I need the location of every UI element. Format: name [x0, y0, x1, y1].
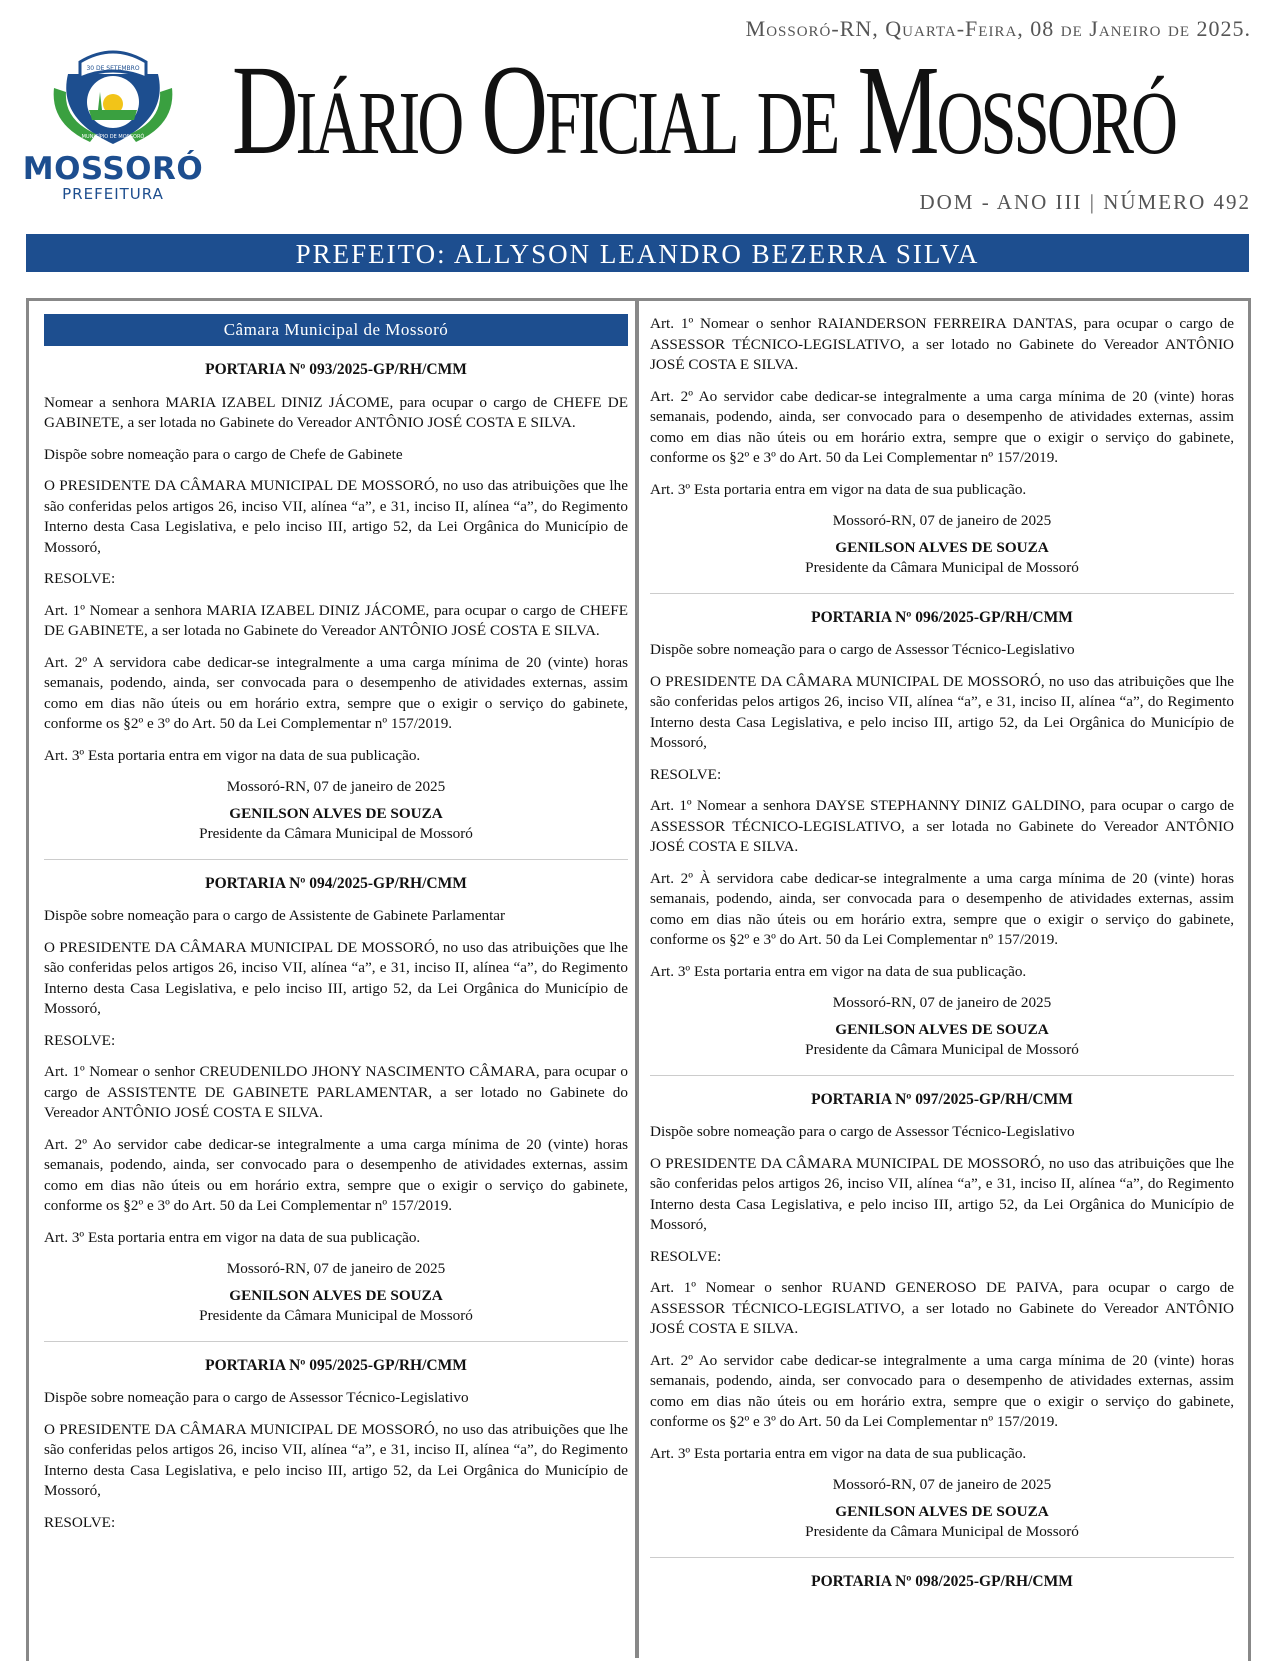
- portaria-preamble: O PRESIDENTE DA CÂMARA MUNICIPAL DE MOSSORÓ, no uso das atribuições que lhe são conferidas pelos artigos 26, inciso VII, alínea “a”, e 31, inciso II, alínea “a”, do Regimento Interno desta Casa Legislativa, e pelo inciso III, artigo 52, da Lei Orgânica do Município de Mossoró,: [650, 1154, 1234, 1233]
- column-divider: [635, 298, 639, 1658]
- signer-name: GENILSON ALVES DE SOUZA: [229, 1286, 443, 1304]
- signer-name: GENILSON ALVES DE SOUZA: [835, 538, 1049, 556]
- portaria-title: PORTARIA Nº 098/2025-GP/RH/CMM: [811, 1572, 1073, 1590]
- portaria-art1: Art. 1º Nomear a senhora DAYSE STEPHANNY DINIZ GALDINO, para ocupar o cargo de ASSESSOR TÉCNICO-LEGISLATIVO, a ser lotada no Gabinete do Vereador ANTÔNIO JOSÉ COSTA E SILVA.: [650, 797, 1234, 855]
- issue-date: Mossoró-RN, Quarta-Feira, 08 de Janeiro de 2025.: [745, 16, 1251, 41]
- signer-name: GENILSON ALVES DE SOUZA: [835, 1020, 1049, 1038]
- portaria-096: [650, 608, 1234, 1061]
- separator: [650, 593, 1234, 594]
- portaria-art2: Art. 2º Ao servidor cabe dedicar-se integralmente a uma carga mínima de 20 (vinte) horas semanais, podendo, ainda, ser convocado para o desempenho de atividades externas, assim como em dias não úteis ou em horário extra, sempre que o exigir o serviço do gabinete, conforme os §2º e 3º do Art. 50 da Lei Complementar nº 157/2019.: [650, 387, 1234, 466]
- portaria-art3: Art. 3º Esta portaria entra em vigor na data de sua publicação.: [650, 962, 1027, 980]
- place-date: Mossoró-RN, 07 de janeiro de 2025: [832, 994, 1052, 1011]
- portaria-resolve: RESOLVE:: [44, 570, 116, 587]
- logo-subtitle: PREFEITURA: [62, 185, 164, 203]
- portaria-art1: Art. 1º Nomear o senhor RAIANDERSON FERREIRA DANTAS, para ocupar o cargo de ASSESSOR TÉCNICO-LEGISLATIVO, a ser lotado no Gabinete do Vereador ANTÔNIO JOSÉ COSTA E SILVA.: [650, 315, 1234, 373]
- portaria-art3: Art. 3º Esta portaria entra em vigor na data de sua publicação.: [44, 1228, 421, 1246]
- separator: [44, 1341, 628, 1342]
- portaria-art1: Art. 1º Nomear o senhor RUAND GENEROSO DE PAIVA, para ocupar o cargo de ASSESSOR TÉCNICO-LEGISLATIVO, a ser lotado no Gabinete do Vereador ANTÔNIO JOSÉ COSTA E SILVA.: [650, 1279, 1234, 1337]
- portaria-resolve: RESOLVE:: [650, 1247, 722, 1265]
- logo-city-name: MOSSORÓ: [22, 151, 204, 187]
- portaria-art2: Art. 2º Ao servidor cabe dedicar-se integralmente a uma carga mínima de 20 (vinte) horas semanais, podendo, ainda, ser convocado para o desempenho de atividades externas, assim como em dias não úteis ou em horário extra, sempre que o exigir o serviço do gabinete, conforme os §2º e 3º do Art. 50 da Lei Complementar nº 157/2019.: [44, 1135, 628, 1214]
- portaria-art1: Art. 1º Nomear a senhora MARIA IZABEL DINIZ JÁCOME, para ocupar o cargo de CHEFE DE GABINETE, a ser lotada no Gabinete do Vereador ANTÔNIO JOSÉ COSTA E SILVA.: [44, 601, 628, 639]
- city-coat-of-arms-icon: [50, 44, 176, 150]
- portaria-subject: Dispõe sobre nomeação para o cargo de Assessor Técnico-Legislativo: [650, 641, 1075, 658]
- portaria-preamble: O PRESIDENTE DA CÂMARA MUNICIPAL DE MOSSORÓ, no uso das atribuições que lhe são conferidas pelos artigos 26, inciso VII, alínea “a”, e 31, inciso II, alínea “a”, do Regimento Interno desta Casa Legislativa, e pelo inciso III, artigo 52, da Lei Orgânica do Município de Mossoró,: [44, 477, 628, 556]
- signer-role: Presidente da Câmara Municipal de Mossoró: [805, 1041, 1079, 1058]
- portaria-art1: Art. 1º Nomear o senhor CREUDENILDO JHONY NASCIMENTO CÂMARA, para ocupar o cargo de ASSISTENTE DE GABINETE PARLAMENTAR, a ser lotado no Gabinete do Vereador ANTÔNIO JOSÉ COSTA E SILVA.: [44, 1063, 628, 1121]
- portaria-094: [44, 874, 628, 1327]
- signer-role: Presidente da Câmara Municipal de Mossoró: [199, 825, 473, 842]
- portaria-art2: Art. 2º A servidora cabe dedicar-se integralmente a uma carga mínima de 20 (vinte) horas semanais, podendo, ainda, ser convocada para o desempenho de atividades externas, assim como em dias não úteis ou em horário extra, sempre que o exigir o serviço do gabinete, conforme os §2º e 3º do Art. 50 da Lei Complementar nº 157/2019.: [44, 653, 628, 732]
- portaria-097: [650, 1090, 1234, 1543]
- place-date: Mossoró-RN, 07 de janeiro de 2025: [226, 1260, 446, 1277]
- portaria-title: PORTARIA Nº 097/2025-GP/RH/CMM: [811, 1090, 1073, 1108]
- portaria-preamble: O PRESIDENTE DA CÂMARA MUNICIPAL DE MOSSORÓ, no uso das atribuições que lhe são conferidas pelos artigos 26, inciso VII, alínea “a”, e 31, inciso II, alínea “a”, do Regimento Interno desta Casa Legislativa, e pelo inciso III, artigo 52, da Lei Orgânica do Município de Mossoró,: [650, 672, 1234, 751]
- signer-name: GENILSON ALVES DE SOUZA: [229, 804, 443, 822]
- signer-role: Presidente da Câmara Municipal de Mossoró: [199, 1307, 473, 1324]
- portaria-subject: Dispõe sobre nomeação para o cargo de Assessor Técnico-Legislativo: [44, 1389, 469, 1406]
- portaria-title: PORTARIA Nº 093/2025-GP/RH/CMM: [205, 361, 467, 378]
- separator: [44, 859, 628, 860]
- portaria-093: [44, 360, 628, 845]
- logo-ribbon-text: MUNICÍPIO DE MOSSORÓ: [81, 134, 145, 140]
- place-date: Mossoró-RN, 07 de janeiro de 2025: [226, 778, 446, 795]
- portaria-resolve: RESOLVE:: [44, 1031, 116, 1049]
- signer-role: Presidente da Câmara Municipal de Mossoró: [805, 1523, 1079, 1540]
- portaria-title: PORTARIA Nº 096/2025-GP/RH/CMM: [811, 608, 1073, 626]
- portaria-resolve: RESOLVE:: [650, 765, 722, 783]
- place-date: Mossoró-RN, 07 de janeiro de 2025: [832, 1476, 1052, 1493]
- portaria-095-start: [44, 1356, 628, 1534]
- portaria-098: [650, 1572, 1234, 1593]
- portaria-subject: Dispõe sobre nomeação para o cargo de Assistente de Gabinete Parlamentar: [44, 907, 506, 924]
- edition-number: DOM - ANO III | NÚMERO 492: [919, 190, 1251, 214]
- portaria-subject: Dispõe sobre nomeação para o cargo de Chefe de Gabinete: [44, 445, 403, 463]
- portaria-art3: Art. 3º Esta portaria entra em vigor na data de sua publicação.: [650, 480, 1027, 498]
- signer-role: Presidente da Câmara Municipal de Mossoró: [805, 559, 1079, 576]
- portaria-title: PORTARIA Nº 095/2025-GP/RH/CMM: [205, 1356, 467, 1374]
- right-column: [650, 314, 1234, 1604]
- prefeitura-logo: [22, 44, 204, 204]
- logo-banner-text: 30 DE SETEMBRO: [86, 65, 140, 72]
- portaria-art2: Art. 2º Ao servidor cabe dedicar-se integralmente a uma carga mínima de 20 (vinte) horas semanais, podendo, ainda, ser convocado para o desempenho de atividades externas, assim como em dias não úteis ou em horário extra, sempre que o exigir o serviço do gabinete, conforme os §2º e 3º do Art. 50 da Lei Complementar nº 157/2019.: [650, 1351, 1234, 1430]
- masthead-title: Diário Oficial de Mossoró: [232, 39, 1176, 181]
- place-date: Mossoró-RN, 07 de janeiro de 2025: [832, 512, 1052, 529]
- portaria-art2: Art. 2º À servidora cabe dedicar-se integralmente a uma carga mínima de 20 (vinte) horas semanais, podendo, ainda, ser convocada para o desempenho de atividades externas, assim como em dias não úteis ou em horário extra, sempre que o exigir o serviço do gabinete, conforme os §2º e 3º do Art. 50 da Lei Complementar nº 157/2019.: [650, 869, 1234, 948]
- portaria-summary: Nomear a senhora MARIA IZABEL DINIZ JÁCOME, para ocupar o cargo de CHEFE DE GABINETE, a ser lotada no Gabinete do Vereador ANTÔNIO JOSÉ COSTA E SILVA.: [44, 393, 628, 431]
- portaria-art3: Art. 3º Esta portaria entra em vigor na data de sua publicação.: [650, 1444, 1027, 1462]
- separator: [650, 1557, 1234, 1558]
- separator: [650, 1075, 1234, 1076]
- portaria-preamble: O PRESIDENTE DA CÂMARA MUNICIPAL DE MOSSORÓ, no uso das atribuições que lhe são conferidas pelos artigos 26, inciso VII, alínea “a”, e 31, inciso II, alínea “a”, do Regimento Interno desta Casa Legislativa, e pelo inciso III, artigo 52, da Lei Orgânica do Município de Mossoró,: [44, 1420, 628, 1499]
- portaria-preamble: O PRESIDENTE DA CÂMARA MUNICIPAL DE MOSSORÓ, no uso das atribuições que lhe são conferidas pelos artigos 26, inciso VII, alínea “a”, e 31, inciso II, alínea “a”, do Regimento Interno desta Casa Legislativa, e pelo inciso III, artigo 52, da Lei Orgânica do Município de Mossoró,: [44, 938, 628, 1017]
- portaria-title: PORTARIA Nº 094/2025-GP/RH/CMM: [205, 874, 467, 892]
- portaria-subject: Dispõe sobre nomeação para o cargo de Assessor Técnico-Legislativo: [650, 1123, 1075, 1140]
- mayor-banner: PREFEITO: ALLYSON LEANDRO BEZERRA SILVA: [26, 234, 1249, 272]
- portaria-resolve: RESOLVE:: [44, 1513, 116, 1531]
- portaria-095-end: [650, 314, 1234, 579]
- section-header: Câmara Municipal de Mossoró: [44, 314, 628, 346]
- signer-name: GENILSON ALVES DE SOUZA: [835, 1502, 1049, 1520]
- left-column: [44, 314, 628, 1544]
- portaria-art3: Art. 3º Esta portaria entra em vigor na data de sua publicação.: [44, 746, 421, 764]
